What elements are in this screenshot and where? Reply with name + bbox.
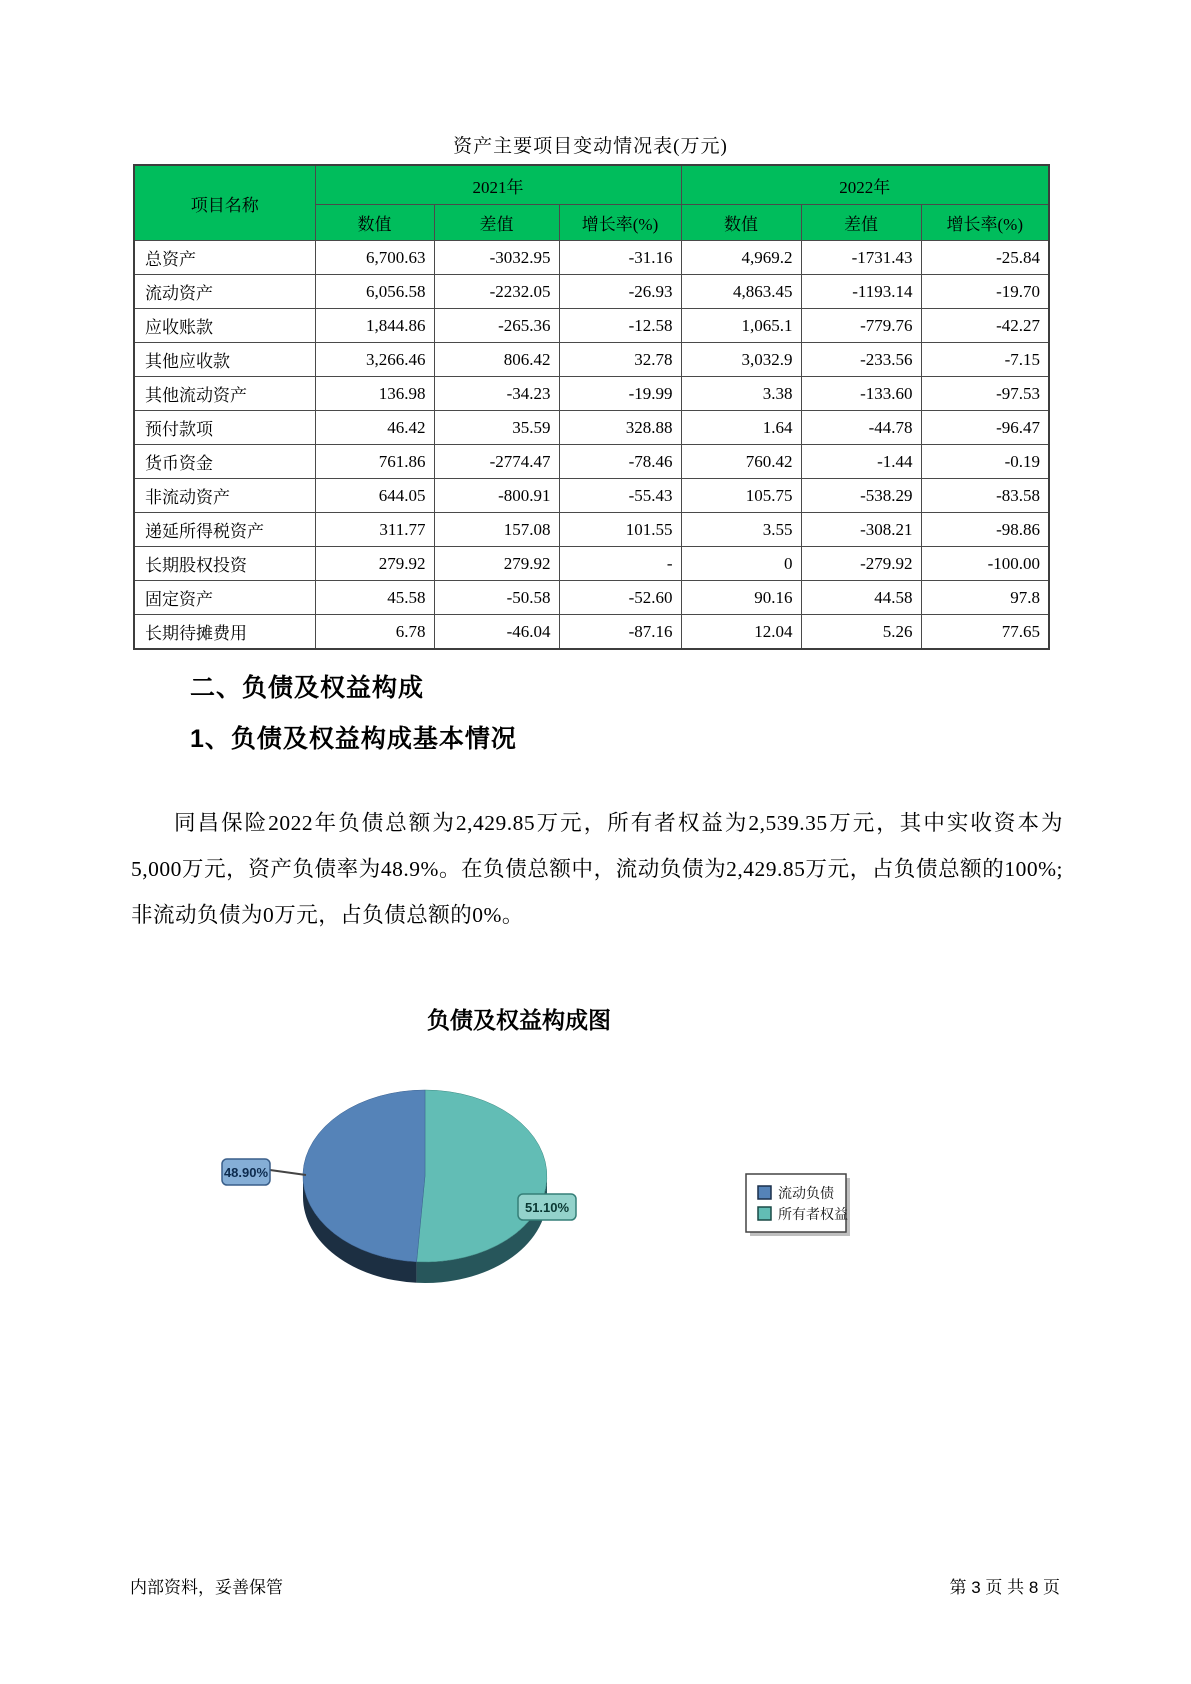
col-header-growth-2021: 增长率(%) [559, 205, 681, 241]
row-item-name: 货币资金 [134, 445, 315, 479]
table-row [134, 309, 1049, 343]
cell-2021-value: 644.05 [315, 479, 434, 513]
callout-label-equity: 51.10% [524, 1200, 570, 1215]
col-header-diff-2022: 差值 [801, 205, 921, 241]
cell-2022-growth: -25.84 [921, 241, 1049, 275]
body-paragraph: 同昌保险2022年负债总额为2,429.85万元，所有者权益为2,539.35万元，其中实收资本为5,000万元，资产负债率为48.9%。在负债总额中，流动负债为2,429.85万元，占负债总额的100%; 非流动负债为0万元，占负债总额的0%。 [131, 810, 1063, 927]
pie-chart [130, 1048, 920, 1318]
cell-2021-growth: -87.16 [559, 615, 681, 650]
row-item-name: 预付款项 [134, 411, 315, 445]
col-header-value-2021: 数值 [315, 205, 434, 241]
cell-2022-value: 760.42 [681, 445, 801, 479]
cell-2022-diff: -1.44 [801, 445, 921, 479]
cell-2022-value: 4,863.45 [681, 275, 801, 309]
cell-2021-diff: 806.42 [434, 343, 559, 377]
cell-2022-growth: -83.58 [921, 479, 1049, 513]
cell-2021-value: 6.78 [315, 615, 434, 650]
cell-2022-value: 3.55 [681, 513, 801, 547]
cell-2021-value: 279.92 [315, 547, 434, 581]
col-header-year-2021: 2021年 [315, 165, 681, 205]
table-row [134, 581, 1049, 615]
row-item-name: 固定资产 [134, 581, 315, 615]
col-header-year-2022: 2022年 [681, 165, 1049, 205]
chart-legend [746, 1174, 850, 1236]
col-header-item-name: 项目名称 [134, 165, 315, 241]
cell-2022-diff: -1193.14 [801, 275, 921, 309]
cell-2022-growth: -19.70 [921, 275, 1049, 309]
row-item-name: 总资产 [134, 241, 315, 275]
table-row [134, 343, 1049, 377]
cell-2022-growth: 97.8 [921, 581, 1049, 615]
footer-confidential-note: 内部资料，妥善保管 [130, 1578, 283, 1597]
cell-2021-growth: 328.88 [559, 411, 681, 445]
cell-2022-diff: -308.21 [801, 513, 921, 547]
col-header-diff-2021: 差值 [434, 205, 559, 241]
row-item-name: 长期股权投资 [134, 547, 315, 581]
col-header-growth-2022: 增长率(%) [921, 205, 1049, 241]
cell-2021-diff: 157.08 [434, 513, 559, 547]
table-row [134, 377, 1049, 411]
callout-line-liability [270, 1170, 306, 1175]
cell-2022-diff: -233.56 [801, 343, 921, 377]
cell-2021-growth: -78.46 [559, 445, 681, 479]
row-item-name: 递延所得税资产 [134, 513, 315, 547]
cell-2021-value: 45.58 [315, 581, 434, 615]
asset-change-table [133, 164, 1050, 650]
cell-2021-diff: -46.04 [434, 615, 559, 650]
cell-2021-value: 6,056.58 [315, 275, 434, 309]
cell-2022-growth: -100.00 [921, 547, 1049, 581]
table-row [134, 445, 1049, 479]
footer-page-number: 第 3 页 共 8 页 [949, 1578, 1060, 1597]
legend-label-liability: 流动负债 [778, 1185, 834, 1201]
row-item-name: 其他应收款 [134, 343, 315, 377]
cell-2021-growth: -31.16 [559, 241, 681, 275]
cell-2022-value: 105.75 [681, 479, 801, 513]
cell-2021-diff: -34.23 [434, 377, 559, 411]
table-row [134, 615, 1049, 650]
cell-2022-value: 12.04 [681, 615, 801, 650]
cell-2022-growth: -42.27 [921, 309, 1049, 343]
cell-2022-diff: -279.92 [801, 547, 921, 581]
legend-box [746, 1174, 846, 1232]
cell-2022-growth: -0.19 [921, 445, 1049, 479]
cell-2022-value: 3.38 [681, 377, 801, 411]
table-row [134, 479, 1049, 513]
cell-2021-value: 6,700.63 [315, 241, 434, 275]
subsection-heading: 1、负债及权益构成基本情况 [190, 725, 517, 753]
table-header-row-years [134, 165, 1049, 205]
cell-2021-growth: -55.43 [559, 479, 681, 513]
cell-2021-growth: 32.78 [559, 343, 681, 377]
cell-2022-growth: -96.47 [921, 411, 1049, 445]
callout-label-liability: 48.90% [223, 1165, 269, 1180]
cell-2021-growth: -52.60 [559, 581, 681, 615]
cell-2021-growth: - [559, 547, 681, 581]
cell-2022-value: 1.64 [681, 411, 801, 445]
cell-2022-value: 0 [681, 547, 801, 581]
row-item-name: 应收账款 [134, 309, 315, 343]
cell-2021-value: 761.86 [315, 445, 434, 479]
table-row [134, 275, 1049, 309]
cell-2021-diff: 279.92 [434, 547, 559, 581]
cell-2022-diff: 44.58 [801, 581, 921, 615]
cell-2022-value: 3,032.9 [681, 343, 801, 377]
cell-2022-value: 1,065.1 [681, 309, 801, 343]
cell-2021-growth: -19.99 [559, 377, 681, 411]
row-item-name: 其他流动资产 [134, 377, 315, 411]
chart-title: 负债及权益构成图 [427, 1007, 611, 1033]
page-footer [130, 1573, 1060, 1598]
table-row [134, 513, 1049, 547]
row-item-name: 非流动资产 [134, 479, 315, 513]
cell-2022-diff: -1731.43 [801, 241, 921, 275]
cell-2022-value: 4,969.2 [681, 241, 801, 275]
cell-2022-value: 90.16 [681, 581, 801, 615]
table-row [134, 547, 1049, 581]
cell-2021-diff: -800.91 [434, 479, 559, 513]
cell-2021-diff: -2232.05 [434, 275, 559, 309]
cell-2021-diff: -3032.95 [434, 241, 559, 275]
cell-2021-diff: -265.36 [434, 309, 559, 343]
legend-label-equity: 所有者权益 [778, 1206, 848, 1222]
cell-2021-value: 46.42 [315, 411, 434, 445]
legend-swatch-liability [758, 1186, 771, 1199]
table-row [134, 241, 1049, 275]
col-header-value-2022: 数值 [681, 205, 801, 241]
cell-2022-growth: -98.86 [921, 513, 1049, 547]
cell-2021-diff: -50.58 [434, 581, 559, 615]
section-heading: 二、负债及权益构成 [190, 674, 425, 702]
cell-2022-diff: -133.60 [801, 377, 921, 411]
cell-2021-value: 311.77 [315, 513, 434, 547]
cell-2021-value: 3,266.46 [315, 343, 434, 377]
cell-2022-growth: 77.65 [921, 615, 1049, 650]
cell-2022-diff: -44.78 [801, 411, 921, 445]
row-item-name: 流动资产 [134, 275, 315, 309]
cell-2022-growth: -7.15 [921, 343, 1049, 377]
cell-2021-growth: 101.55 [559, 513, 681, 547]
table-row [134, 411, 1049, 445]
cell-2022-growth: -97.53 [921, 377, 1049, 411]
cell-2022-diff: -779.76 [801, 309, 921, 343]
legend-swatch-equity [758, 1207, 771, 1220]
row-item-name: 长期待摊费用 [134, 615, 315, 650]
table-title: 资产主要项目变动情况表(万元) [453, 136, 728, 157]
cell-2021-growth: -26.93 [559, 275, 681, 309]
cell-2021-diff: 35.59 [434, 411, 559, 445]
cell-2022-diff: 5.26 [801, 615, 921, 650]
cell-2021-value: 1,844.86 [315, 309, 434, 343]
cell-2021-growth: -12.58 [559, 309, 681, 343]
cell-2022-diff: -538.29 [801, 479, 921, 513]
cell-2021-value: 136.98 [315, 377, 434, 411]
cell-2021-diff: -2774.47 [434, 445, 559, 479]
